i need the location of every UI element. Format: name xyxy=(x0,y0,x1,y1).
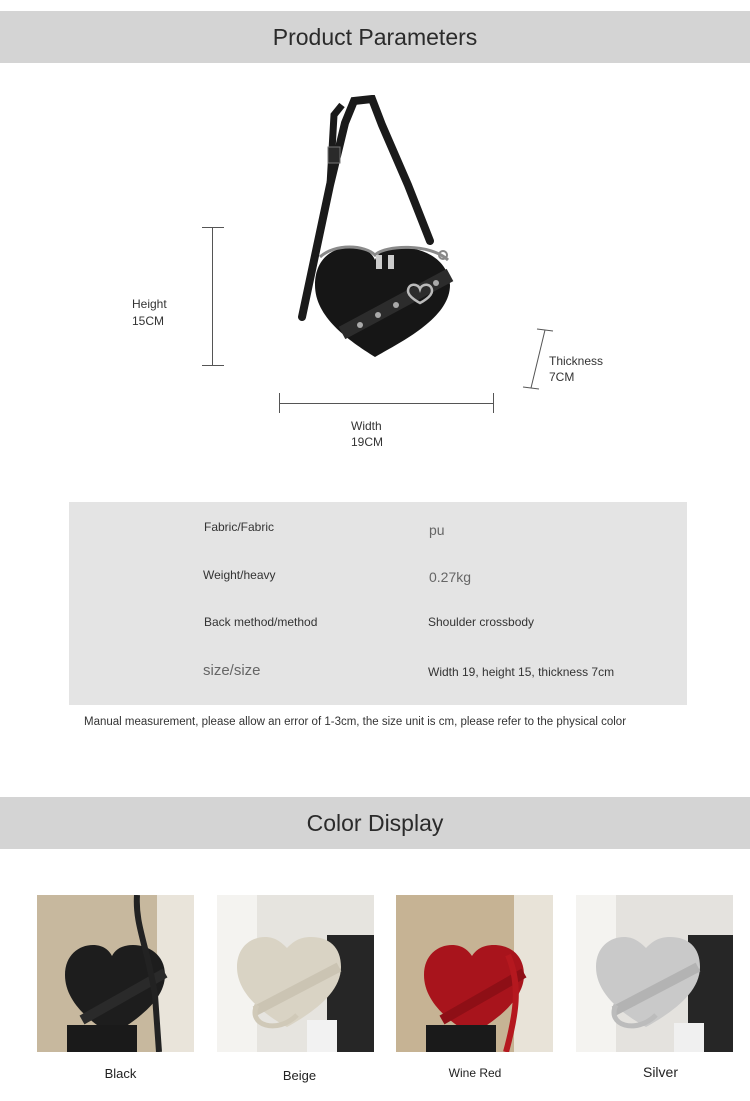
param-value-size: Width 19, height 15, thickness 7cm xyxy=(428,665,615,679)
param-label-size: size/size xyxy=(203,662,261,679)
color-label-wine-red: Wine Red xyxy=(448,1066,502,1080)
color-label-black: Black xyxy=(104,1066,137,1081)
color-swatch-beige[interactable] xyxy=(217,895,374,1052)
product-parameters-title: Product Parameters xyxy=(272,23,478,50)
color-label-silver: Silver xyxy=(642,1064,678,1080)
color-swatch-black[interactable] xyxy=(37,895,194,1052)
width-label: Width xyxy=(351,419,382,433)
height-value: 15CM xyxy=(132,314,165,328)
param-value-fabric: pu xyxy=(429,522,445,538)
color-swatch-wine-red[interactable] xyxy=(396,895,553,1052)
width-value: 19CM xyxy=(351,435,384,449)
color-swatch-silver[interactable] xyxy=(576,895,733,1052)
parameter-table xyxy=(69,502,687,705)
height-label: Height xyxy=(132,297,167,311)
color-display-banner xyxy=(0,797,750,849)
param-value-weight: 0.27kg xyxy=(429,569,472,585)
param-label-fabric: Fabric/Fabric xyxy=(204,520,275,534)
thickness-label: Thickness xyxy=(549,354,604,368)
param-value-back-method: Shoulder crossbody xyxy=(428,615,535,629)
param-label-weight: Weight/heavy xyxy=(203,568,276,582)
width-dimension-cap-left xyxy=(279,393,280,413)
product-parameters-banner xyxy=(0,11,750,63)
param-label-back-method: Back method/method xyxy=(204,615,318,629)
thickness-value: 7CM xyxy=(549,370,575,384)
width-dimension-line xyxy=(279,403,494,404)
height-dimension-cap-bottom xyxy=(202,365,224,366)
color-display-title: Color Display xyxy=(306,809,444,836)
color-label-beige: Beige xyxy=(282,1068,317,1083)
measurement-note: Manual measurement, please allow an error of 1-3cm, the size unit is cm, please refer to the physical color xyxy=(84,716,627,728)
product-image-heart-bag xyxy=(290,95,460,375)
height-dimension-line xyxy=(212,227,213,366)
height-dimension-cap-top xyxy=(202,227,224,228)
width-dimension-cap-right xyxy=(493,393,494,413)
